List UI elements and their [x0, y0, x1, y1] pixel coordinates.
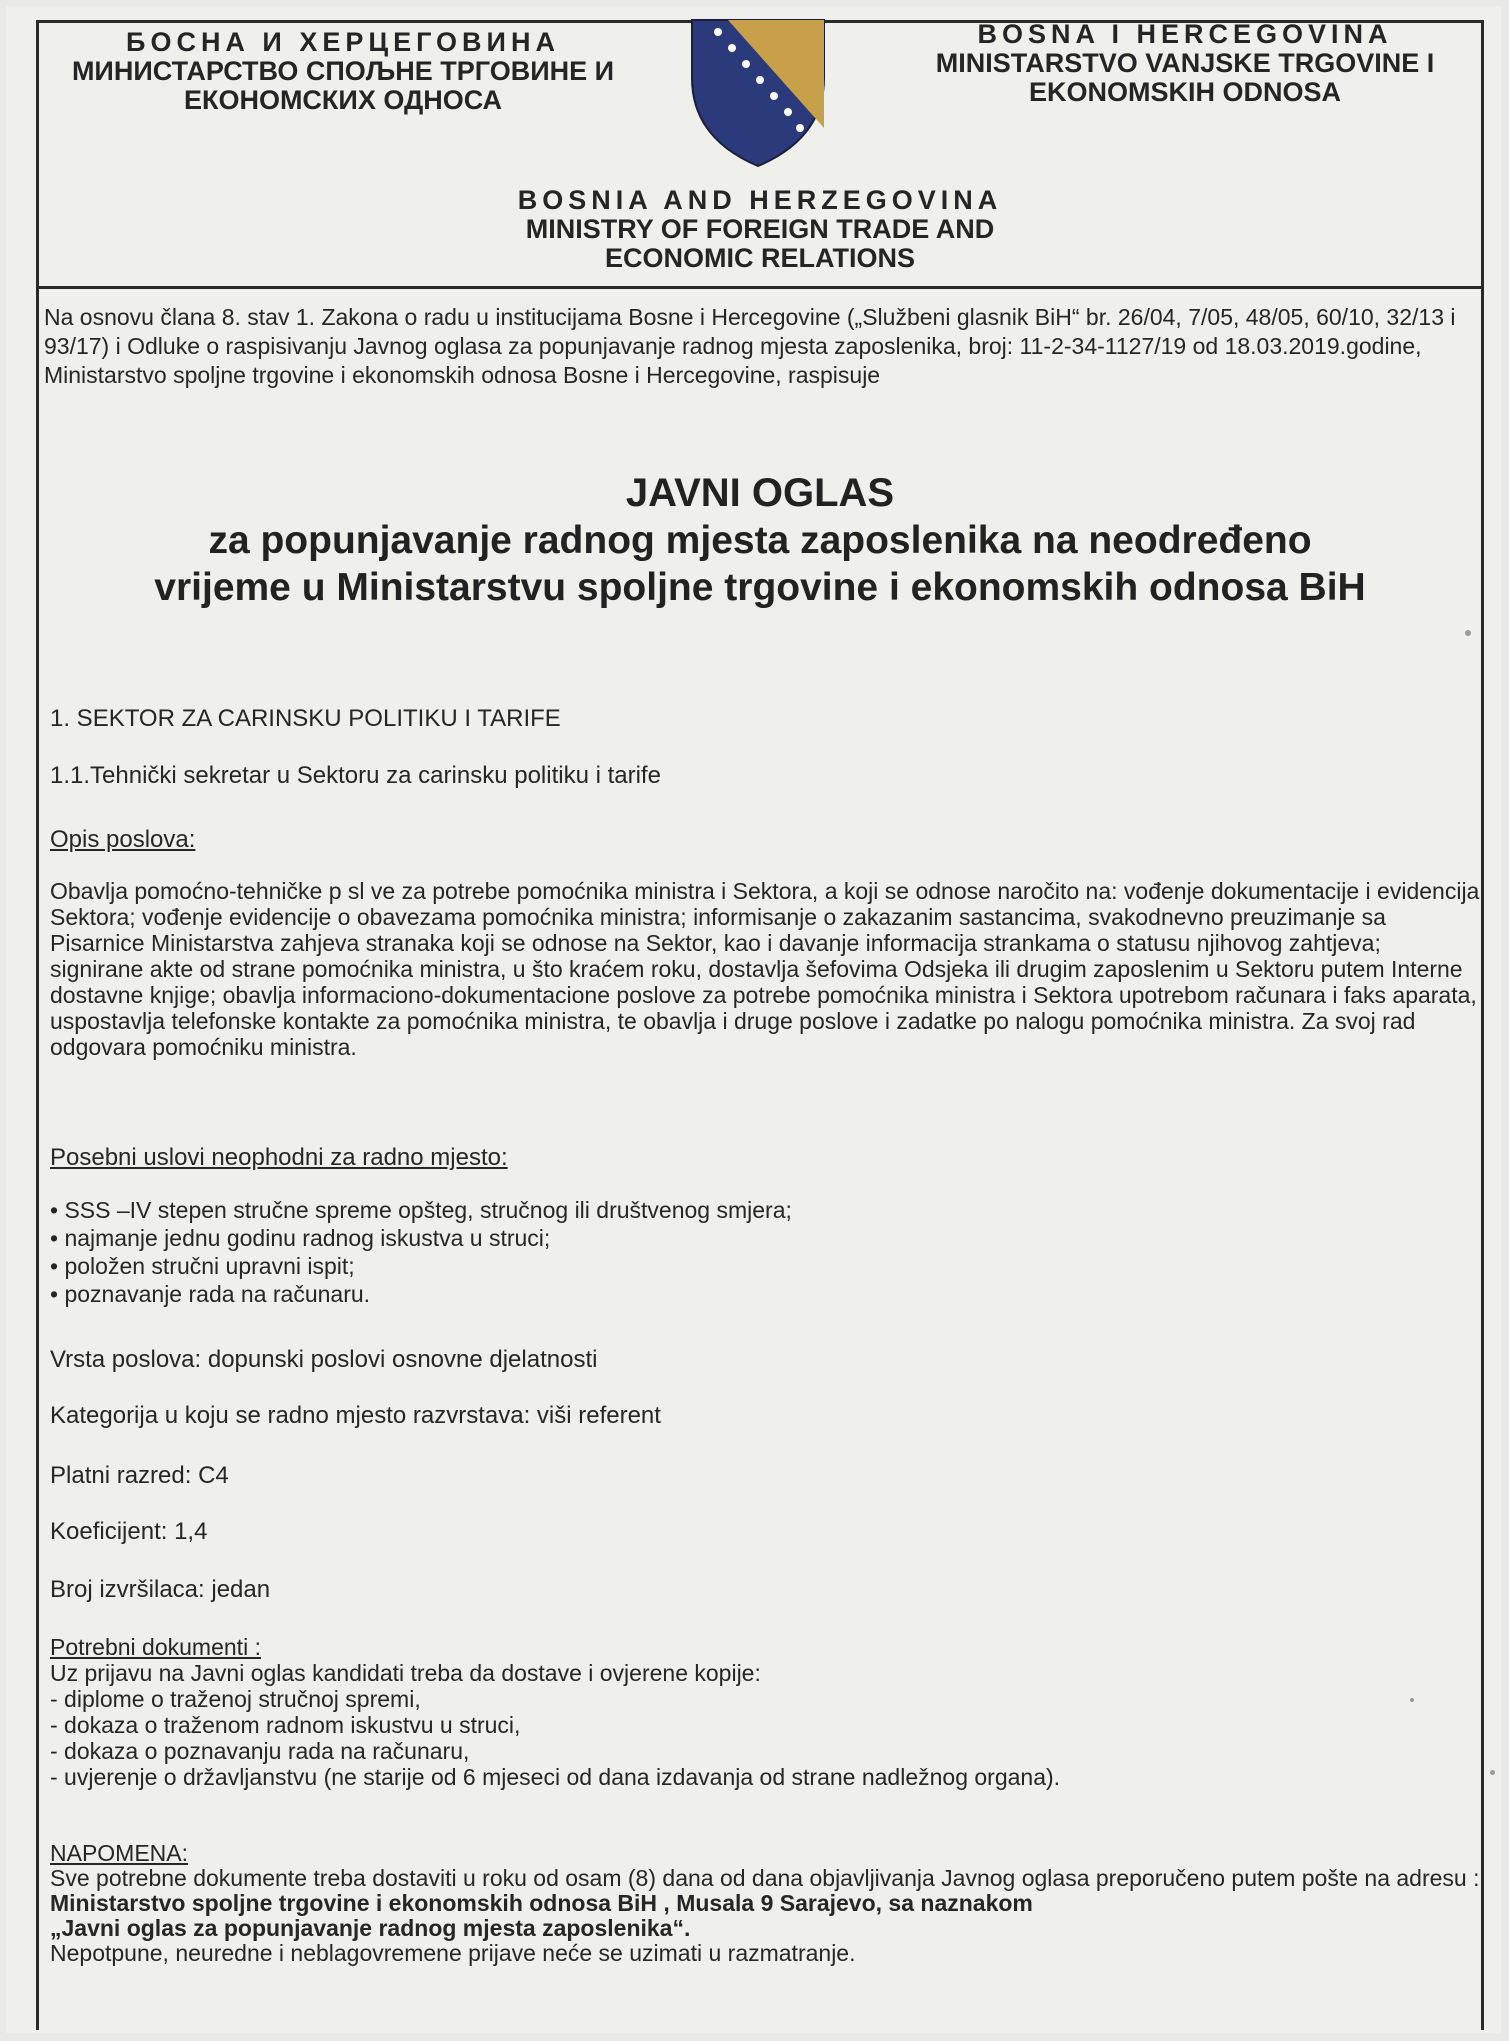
job-description-text: Obavlja pomoćno-tehničke p sl ve za potrebe pomoćnika ministra i Sektora, a koji se odnose naročito na: vođenje dokumentacije i evidencija Sektora; vođenje evidencije o obavezama pomoćnika ministra; informisanje o zakazanim sastancima, svakodnevno preuzimanje sa Pisarnice Ministarstva zahjeva stranaka koji se odnose na Sektor, kao i davanje informacija strankama o statusu njihovog zahtjeva; signirane akte od strane pomoćnika ministra, u što kraćem roku, dostavlja šefovima Odsjeka ili drugim zaposlenim u Sektoru putem Interne dostavne knjige; obavlja informaciono-dokumentacione poslove za potrebe pomoćnika ministra i Sektora upotrebom računara i faks aparata, uspostavlja telefonske kontakte za pomoćnika ministra, te obavlja i druge poslove i zadatke po nalogu pomoćnika ministra. Za svoj rad odgovara pomoćniku ministra.: [50, 878, 1480, 1060]
note-heading: NAPOMENA:: [50, 1840, 189, 1866]
requirements-heading: Posebni uslovi neophodni za radno mjesto:: [50, 1144, 508, 1171]
subsection-heading: 1.1.Tehnički sekretar u Sektoru za carinsku politiku i tarife: [50, 762, 661, 789]
job-type-field: Vrsta poslova: dopunski poslovi osnovne djelatnosti: [50, 1346, 598, 1373]
note-text: Sve potrebne dokumente treba dostaviti u roku od osam (8) dana od dana objavljivanja Javnog oglasa preporučeno putem pošte na adresu :: [50, 1865, 1480, 1891]
header-english: [440, 186, 1080, 273]
note-block: [50, 1841, 1480, 1966]
coat-of-arms-icon: [688, 18, 828, 168]
section-heading: 1. SEKTOR ZA CARINSKU POLITIKU I TARIFE: [50, 705, 561, 732]
note-footer: Nepotpune, neuredne i neblagovremene prijave neće se uzimati u razmatranje.: [50, 1940, 856, 1966]
coefficient-field: Koeficijent: 1,4: [50, 1518, 208, 1545]
requirements-list: [50, 1196, 792, 1308]
title-line1: JAVNI OGLAS: [625, 471, 895, 515]
header-cyrillic-country: БОСНА И ХЕРЦЕГОВИНА: [126, 27, 560, 57]
note-address-line1: Ministarstvo spoljne trgovine i ekonomskih odnosa BiH , Musala 9 Sarajevo, sa naznakom: [50, 1890, 1033, 1916]
header-english-ministry-line2: ECONOMIC RELATIONS: [605, 243, 915, 274]
header-cyrillic: [48, 28, 638, 115]
announcement-title: [60, 470, 1460, 611]
title-line3: vrijeme u Ministarstvu spoljne trgovine i ekonomskih odnosa BiH: [154, 566, 1366, 609]
header-bosnian-country: BOSNA I HERCEGOVINA: [977, 19, 1393, 49]
list-item: • poznavanje rada na računaru.: [50, 1280, 792, 1308]
list-item: • SSS –IV stepen stručne spreme opšteg, stručnog ili društvenog smjera;: [50, 1196, 792, 1224]
intro-paragraph: Na osnovu člana 8. stav 1. Zakona o radu u institucijama Bosne i Hercegovine („Službeni glasnik BiH“ br. 26/04, 7/05, 48/05, 60/10, 32/13 i 93/17) i Odluke o raspisivanju Javnog oglasa za popunjavanje radnog mjesta zaposlenika, broj: 11-2-34-1127/19 od 18.03.2019.godine, Ministarstvo spoljne trgovine i ekonomskih odnosa Bosne i Hercegovine, raspisuje: [44, 304, 1456, 388]
header-divider: [36, 286, 1484, 289]
header-english-ministry-line1: MINISTRY OF FOREIGN TRADE AND: [525, 214, 995, 245]
header-cyrillic-ministry-line2: ЕКОНОМСКИХ ОДНОСА: [183, 85, 503, 116]
header-bosnian-ministry-line1: MINISTARSTVO VANJSKE TRGOVINE I: [935, 48, 1435, 79]
print-speck: [1490, 1770, 1495, 1775]
list-item: - dokaza o poznavanju rada na računaru,: [50, 1738, 470, 1764]
documents-intro: Uz prijavu na Javni oglas kandidati treba da dostave i ovjerene kopije:: [50, 1660, 761, 1686]
note-address-line2: „Javni oglas za popunjavanje radnog mjesta zaposlenika“.: [50, 1915, 691, 1941]
print-speck: [1410, 1698, 1414, 1702]
pay-grade-field: Platni razred: C4: [50, 1462, 229, 1489]
header-bosnian: [915, 20, 1455, 107]
positions-count-field: Broj izvršilaca: jedan: [50, 1576, 271, 1603]
list-item: - diplome o traženoj stručnoj spremi,: [50, 1686, 421, 1712]
job-description-heading: Opis poslova:: [50, 826, 196, 853]
title-line2: za popunjavanje radnog mjesta zaposlenika na neodređeno: [208, 519, 1312, 562]
print-speck: [1465, 630, 1471, 636]
list-item: • položen stručni upravni ispit;: [50, 1252, 792, 1280]
header-bosnian-ministry-line2: EKONOMSKIH ODNOSA: [1028, 77, 1342, 108]
header-english-country: BOSNIA AND HERZEGOVINA: [517, 185, 1003, 215]
list-item: • najmanje jednu godinu radnog iskustva u struci;: [50, 1224, 792, 1252]
category-field: Kategorija u koju se radno mjesto razvrstava: viši referent: [50, 1402, 661, 1429]
list-item: - uvjerenje o državljanstvu (ne starije od 6 mjeseci od dana izdavanja od strane nadležnog organa).: [50, 1764, 1061, 1790]
required-documents: [50, 1634, 1060, 1790]
list-item: - dokaza o traženom radnom iskustvu u struci,: [50, 1712, 521, 1738]
header-cyrillic-ministry-line1: МИНИСТАРСТВО СПОЉНЕ ТРГОВИНЕ И: [71, 56, 615, 87]
documents-heading: Potrebni dokumenti :: [50, 1634, 261, 1660]
